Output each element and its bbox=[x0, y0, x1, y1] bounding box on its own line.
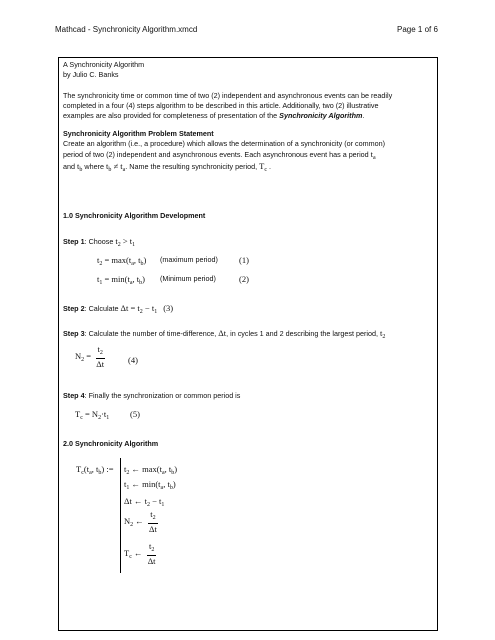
problem-line-2: period of two (2) independent and asynchronous events. Each asynchronous event has a period $t_a$ bbox=[63, 149, 376, 161]
problem-line-1: Create an algorithm (i.e., a procedure) which allows the determination of a synchronicity (or common) bbox=[63, 139, 385, 148]
problem-heading: Synchronicity Algorithm Problem Statement bbox=[63, 129, 214, 138]
program-line-2: $t_1$ ← $\min(t_a$, $t_b$) bbox=[124, 479, 176, 491]
equation-4: $N_2$ = $\frac{t_2}{\Delta t}$ bbox=[75, 344, 105, 369]
step-1: Step 1: Choose $t_2 > t_1$ bbox=[63, 236, 136, 248]
step-2: Step 2: Calculate $\Delta t = t_2 - t_1$ (3) bbox=[63, 303, 174, 315]
equation-2-number: (2) bbox=[239, 274, 249, 284]
equation-1: $t_2 = \max(t_a$, $t_b$) bbox=[97, 255, 147, 267]
equation-1-number: (1) bbox=[239, 255, 249, 265]
equation-1-label: (maximum period) bbox=[160, 255, 218, 264]
equation-2-label: (Minimum period) bbox=[160, 274, 216, 283]
intro-line-3: examples are also provided for completeness of presentation of the Synchronicity Algorithm. bbox=[63, 111, 365, 120]
problem-line-3: and $t_b$ where $t_b \ne t_a$. Name the resulting synchronicity period, $T_c$ . bbox=[63, 161, 271, 173]
program-line-4: $N_2$ ← $\frac{t_2}{\Delta t}$ bbox=[124, 509, 157, 534]
program-function-def: $T_c(t_a$, $t_b$) := bbox=[76, 464, 114, 476]
equation-4-number: (4) bbox=[128, 355, 138, 365]
step-4: Step 4: Finally the synchronization or common period is bbox=[63, 391, 241, 400]
program-line-3: Δt ← $t_2 - t_1$ bbox=[124, 496, 165, 508]
program-bar bbox=[120, 458, 121, 573]
page-number: Page 1 of 6 bbox=[397, 25, 438, 34]
section-1-heading: 1.0 Synchronicity Algorithm Development bbox=[63, 211, 206, 220]
doc-title: A Synchronicity Algorithm bbox=[63, 60, 145, 69]
equation-5-number: (5) bbox=[130, 409, 140, 419]
program-line-5: $T_c$ ← $\frac{t_2}{\Delta t}$ bbox=[124, 541, 156, 566]
intro-line-2: completed in a four (4) steps algorithm to be described in this article. Additionally, two (2) illustrative bbox=[63, 101, 379, 110]
document-filename: Mathcad - Synchronicity Algorithm.xmcd bbox=[55, 25, 198, 34]
intro-line-1: The synchronicity time or common time of two (2) independent and asynchronous events can be readily bbox=[63, 91, 393, 100]
program-line-1: $t_2$ ← $\max(t_a$, $t_b$) bbox=[124, 464, 178, 476]
equation-2: $t_1 = \min(t_a$, $t_b$) bbox=[97, 274, 145, 286]
section-2-heading: 2.0 Synchronicity Algorithm bbox=[63, 439, 159, 448]
doc-author: by Julio C. Banks bbox=[63, 70, 119, 79]
step-3: Step 3: Calculate the number of time-difference, Δt, in cycles 1 and 2 describing the largest period, $t_2$ bbox=[63, 328, 386, 340]
equation-5: $T_c = N_2\cdot t_1$ bbox=[75, 409, 110, 421]
